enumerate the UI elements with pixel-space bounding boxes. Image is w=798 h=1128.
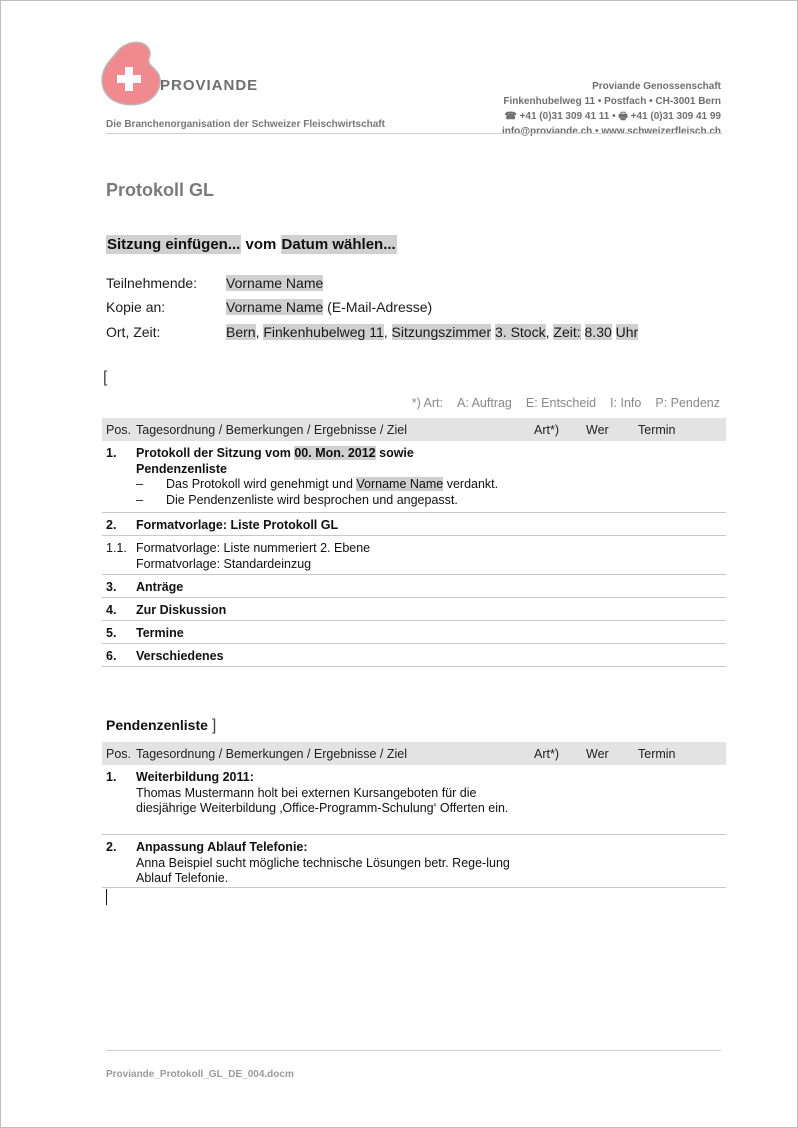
row-line: Formatvorlage: Liste nummeriert 2. Ebene	[136, 541, 371, 555]
row-title-cont: Pendenzenliste	[136, 461, 227, 476]
row-title: Weiterbildung 2011:	[136, 770, 254, 784]
row-title	[136, 446, 516, 462]
participants-value[interactable]: Vorname Name	[226, 275, 324, 291]
meeting-placeholder[interactable]: Sitzung einfügen...	[107, 236, 241, 253]
col-topic: Tagesordnung / Bemerkungen / Ergebnisse / Ziel	[136, 423, 407, 437]
col-topic: Tagesordnung / Bemerkungen / Ergebnisse / Ziel	[136, 747, 407, 761]
place-street[interactable]: Finkenhubelweg 11	[263, 324, 384, 340]
copy-email[interactable]: (E-Mail-Adresse)	[323, 299, 433, 315]
pendenzen-heading	[106, 717, 216, 735]
tagline: Die Branchenorganisation der Schweizer Fleischwirtschaft	[106, 119, 385, 130]
time-unit[interactable]: Uhr	[615, 324, 639, 340]
row-content	[136, 541, 516, 572]
time-value[interactable]: 8.30	[584, 324, 612, 340]
address-line-street: Finkenhubelweg 11 • Postfach • CH-3001 Bern	[503, 96, 721, 107]
place-floor[interactable]: 3. Stock	[495, 324, 546, 340]
row-pos: 1.	[106, 446, 117, 460]
row-content	[136, 770, 516, 817]
legend-info: I: Info	[610, 396, 642, 410]
col-wer: Wer	[586, 747, 609, 761]
table-row	[102, 621, 726, 644]
row-title: Zur Diskussion	[136, 603, 227, 617]
row-title: Anpassung Ablauf Telefonie:	[136, 840, 308, 854]
proviande-logo-icon	[101, 41, 161, 107]
place-room[interactable]: Sitzungszimmer	[391, 324, 492, 340]
row-content	[136, 446, 516, 508]
agenda-table-header	[102, 418, 726, 441]
row-title: Formatvorlage: Liste Protokoll GL	[136, 518, 339, 532]
row-title: Termine	[136, 626, 184, 640]
row-title: Verschiedenes	[136, 649, 224, 663]
col-termin: Termin	[638, 423, 676, 437]
pendenzen-table-header	[102, 742, 726, 765]
dash: –	[136, 492, 143, 507]
row-content	[136, 840, 516, 887]
row-pos: 3.	[106, 580, 117, 594]
row-title: Anträge	[136, 580, 184, 594]
row-pos: 2.	[106, 518, 117, 532]
meeting-connector: vom	[241, 236, 281, 253]
row-text: Anna Beispiel sucht mögliche technische Lösungen betr. Rege-lung Ablauf Telefonie.	[136, 855, 510, 885]
content-control-close-bracket: ]	[211, 717, 217, 734]
place-value	[226, 324, 638, 340]
place-sep: ,	[383, 324, 392, 340]
address-line-company: Proviande Genossenschaft	[592, 81, 721, 92]
table-row	[102, 835, 726, 888]
legend-pendenz: P: Pendenz	[655, 396, 720, 410]
legend-auftrag: A: Auftrag	[456, 396, 512, 410]
place-sep: ,	[545, 324, 554, 340]
meeting-line	[106, 236, 397, 253]
table-row	[102, 575, 726, 598]
table-row	[102, 644, 726, 667]
bullet-text: verdankt.	[443, 477, 499, 491]
row-pos: 1.	[106, 770, 117, 784]
table-row	[102, 598, 726, 621]
place-sep	[581, 324, 585, 340]
bullet-text: Die Pendenzenliste wird besprochen und angepasst.	[166, 492, 458, 507]
row-pos: 5.	[106, 626, 117, 640]
col-pos: Pos.	[106, 423, 132, 437]
legend-entscheid: E: Entscheid	[525, 396, 597, 410]
table-row	[102, 441, 726, 513]
content-control-open-bracket: [	[103, 369, 108, 386]
bullet-item	[136, 477, 516, 493]
date-picker-field[interactable]: Datum wählen...	[281, 236, 396, 253]
header-divider	[106, 133, 723, 134]
pendenzen-title: Pendenzenliste	[106, 717, 208, 733]
copy-name[interactable]: Vorname Name	[226, 299, 324, 315]
row-text: Thomas Mustermann holt bei externen Kursangeboten für die diesjährige Weiterbildung ‚Office-Programm-Schulung‘ Offerten ein.	[136, 785, 509, 815]
row-line: Formatvorlage: Standardeinzug	[136, 556, 312, 571]
col-art: Art*)	[534, 423, 559, 437]
text-cursor	[106, 889, 107, 905]
place-label: Ort, Zeit:	[106, 324, 161, 340]
row-pos: 4.	[106, 603, 117, 617]
footer-divider	[106, 1050, 721, 1051]
col-termin: Termin	[638, 747, 676, 761]
address-line-phone: ☎ +41 (0)31 309 41 11 • 🖶 +41 (0)31 309 41 99	[504, 111, 721, 122]
time-label[interactable]: Zeit:	[553, 324, 581, 340]
col-pos: Pos.	[106, 747, 132, 761]
dash: –	[136, 477, 143, 491]
col-wer: Wer	[586, 423, 609, 437]
legend-art: *) Art:	[411, 396, 443, 410]
table-row	[102, 536, 726, 575]
brand-name: PROVIANDE	[160, 77, 259, 94]
footer-filename: Proviande_Protokoll_GL_DE_004.docm	[106, 1069, 294, 1080]
title-part: Protokoll der Sitzung vom	[136, 446, 295, 460]
page-title: Protokoll GL	[106, 180, 214, 200]
bullet-text: Das Protokoll wird genehmigt und	[166, 477, 357, 491]
art-legend	[412, 396, 720, 410]
bullet-item	[136, 493, 516, 509]
row-pos: 6.	[106, 649, 117, 663]
copy-label: Kopie an:	[106, 299, 166, 315]
copy-value	[226, 299, 432, 315]
table-row	[102, 513, 726, 536]
col-art: Art*)	[534, 747, 559, 761]
place-city[interactable]: Bern	[226, 324, 256, 340]
participants-label: Teilnehmende:	[106, 275, 198, 291]
address-line-web: info@proviande.ch • www.schweizerfleisch.ch	[501, 126, 721, 137]
row-pos: 2.	[106, 840, 117, 854]
row-pos: 1.1.	[106, 541, 127, 555]
title-part: sowie	[375, 446, 414, 460]
row-date-field[interactable]: 00. Mon. 2012	[294, 446, 376, 460]
company-address	[502, 79, 721, 139]
place-sep: ,	[255, 324, 264, 340]
bullet-name-field[interactable]: Vorname Name	[356, 477, 444, 491]
table-row	[102, 765, 726, 835]
